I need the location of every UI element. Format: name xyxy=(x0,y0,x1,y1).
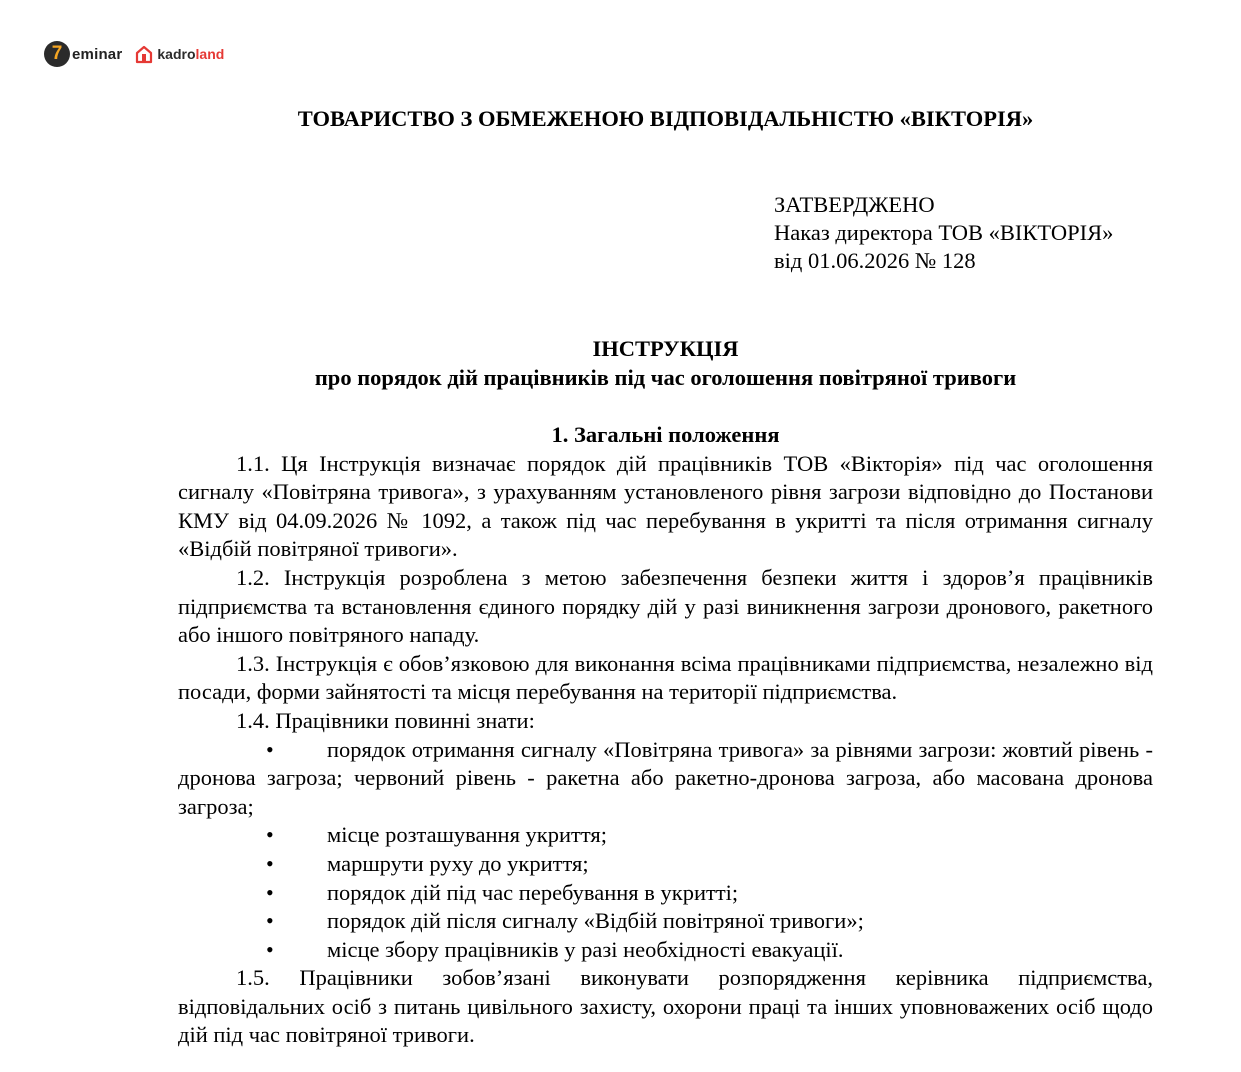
approval-label: ЗАТВЕРДЖЕНО xyxy=(774,192,935,217)
list-item xyxy=(178,821,1153,850)
document-subtitle: про порядок дій працівників під час оголошення повітряної тривоги xyxy=(314,365,1017,390)
kadroland-suffix: land xyxy=(195,46,225,62)
seminar-logo-text: eminar xyxy=(72,45,123,63)
house-icon xyxy=(134,44,154,64)
list-item-text: маршрути руху до укриття; xyxy=(327,850,589,876)
list-item xyxy=(178,736,1153,822)
bullet-icon: • xyxy=(266,822,274,848)
list-item-text: порядок дій після сигналу «Відбій повітряної тривоги»; xyxy=(327,908,864,934)
kadroland-prefix: kadro xyxy=(157,46,196,62)
section-heading: 1. Загальні положення xyxy=(551,422,780,447)
bullet-icon: • xyxy=(266,908,274,934)
approval-order: Наказ директора ТОВ «ВІКТОРІЯ» xyxy=(774,220,1114,245)
bullet-icon: • xyxy=(266,879,274,905)
bullet-icon: • xyxy=(266,850,274,876)
approval-block xyxy=(774,191,1113,275)
paragraph-1-3: 1.3. Інструкція є обов’язковою для виконання всіма працівниками підприємства, незалежно від посади, форми зайнятості та місця перебування на території підприємства. xyxy=(178,650,1153,705)
paragraph-1-1: 1.1. Ця Інструкція визначає порядок дій працівників ТОВ «Вікторія» під час оголошення сигналу «Повітряна тривога», з урахуванням установленого рівня загрози відповідно до Постанови КМУ від 04.09.2026 № 1092, а також під час перебування в укритті та після отримання сигналу «Відбій повітряної тривоги». xyxy=(178,450,1153,562)
bullet-icon: • xyxy=(266,736,274,762)
paragraph-1-5: 1.5. Працівники зобов’язані виконувати розпорядження керівника підприємства, відповідальних осіб з питань цивільного захисту, охорони праці та інших уповноважених осіб щодо дій під час повітряної тривоги. xyxy=(178,965,1153,1048)
header-logos xyxy=(44,40,224,68)
kadroland-logo xyxy=(134,44,224,64)
list-item xyxy=(178,879,1153,908)
document-title: ІНСТРУКЦІЯ xyxy=(592,336,739,361)
list-item-text: порядок дій під час перебування в укритті; xyxy=(327,879,739,905)
bullet-list xyxy=(178,736,1153,965)
list-item xyxy=(178,907,1153,936)
list-item xyxy=(178,936,1153,965)
seminar-logo-digit: 7 xyxy=(51,43,63,64)
seminar-logo-badge xyxy=(44,41,70,67)
company-name: ТОВАРИСТВО З ОБМЕЖЕНОЮ ВІДПОВІДАЛЬНІСТЮ «ВІКТОРІЯ» xyxy=(297,106,1034,131)
list-item-text: порядок отримання сигналу «Повітряна тривога» за рівнями загрози: жовтий рівень - дронова загроза; червоний рівень - ракетна або ракетно-дронова загроза, або масована дронова загроза; xyxy=(178,736,1153,819)
document-title-block xyxy=(178,334,1153,392)
list-item-text: місце розташування укриття; xyxy=(327,822,607,848)
paragraph-1-2: 1.2. Інструкція розроблена з метою забезпечення безпеки життя і здоров’я працівників підприємства та встановлення єдиного порядку дій у разі виникнення загрози дронового, ракетного або іншого повітряного нападу. xyxy=(178,564,1153,648)
seminar-logo xyxy=(44,41,122,67)
list-item-text: місце збору працівників у разі необхідності евакуації. xyxy=(327,936,844,962)
document-body xyxy=(178,421,1153,1050)
kadroland-logo-text xyxy=(157,46,224,62)
approval-date: від 01.06.2026 № 128 xyxy=(774,248,976,273)
paragraph-1-4: 1.4. Працівники повинні знати: xyxy=(236,707,535,733)
bullet-icon: • xyxy=(266,936,274,962)
list-item xyxy=(178,850,1153,879)
